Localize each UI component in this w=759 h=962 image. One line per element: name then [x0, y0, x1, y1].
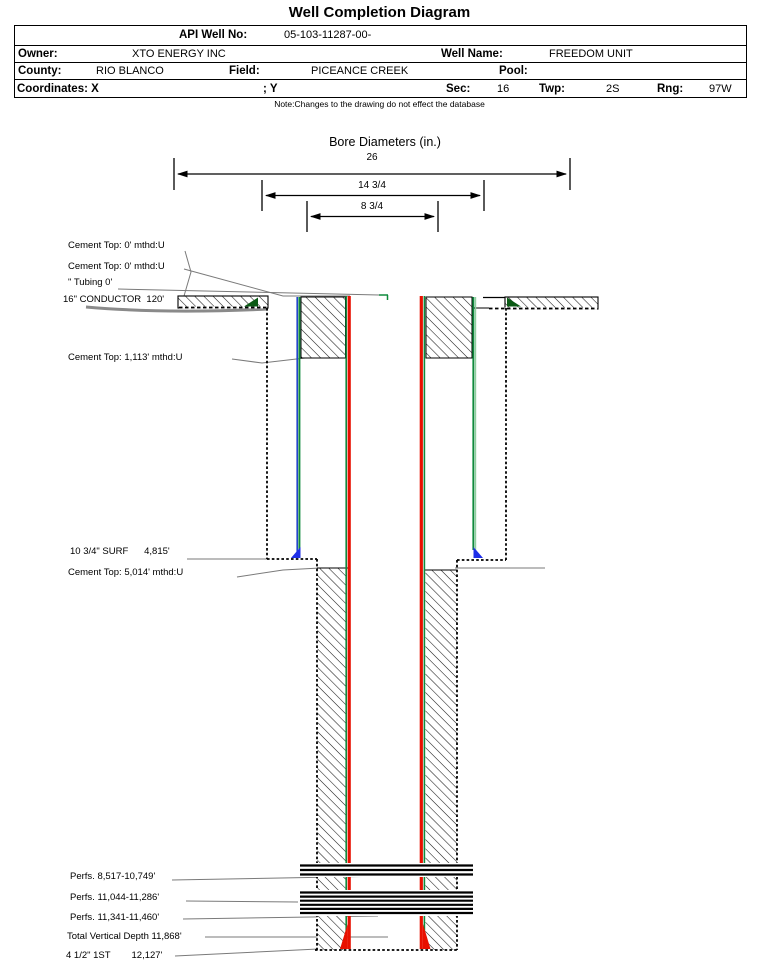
cement-top-0-label-1: Cement Top: 0' mthd:U	[68, 240, 165, 251]
api-label: API Well No:	[179, 29, 248, 41]
conductor-shoe-left	[244, 298, 258, 307]
rng-label: Rng:	[657, 83, 684, 95]
y-coordinate-label: ; Y	[263, 83, 278, 95]
page-title: Well Completion Diagram	[288, 4, 471, 21]
lower-cement-column-left	[317, 568, 348, 950]
field-value: PICEANCE CREEK	[311, 65, 409, 77]
perfs-3-label: Perfs. 11,341-11,460'	[70, 912, 160, 923]
cement-top-1113-label: Cement Top: 1,113' mthd:U	[68, 352, 183, 363]
upper-cement-column-left	[301, 297, 346, 358]
header-row-coordinates	[15, 79, 746, 98]
dim-label-14-34: 14 3/4	[358, 180, 386, 191]
production-casing-label: 4 1/2" 1ST 12,127'	[66, 950, 163, 961]
perforation-band-2	[300, 890, 473, 916]
cement-top-0-label-2: Cement Top: 0' mthd:U	[68, 261, 165, 272]
conductor-flange-right	[473, 297, 598, 309]
cement-top-5014-label: Cement Top: 5,014' mthd:U	[68, 567, 184, 578]
dim-label-26: 26	[366, 152, 378, 163]
sec-label: Sec:	[446, 83, 471, 95]
header-row-api	[15, 26, 746, 45]
owner-label: Owner:	[18, 48, 58, 60]
well-name-value: FREEDOM UNIT	[549, 48, 633, 60]
perfs-2-label: Perfs. 11,044-11,286'	[70, 892, 160, 903]
perfs-1-label: Perfs. 8,517-10,749'	[70, 871, 156, 882]
bore-diameter-dimensions	[174, 158, 570, 232]
pool-label: Pool:	[499, 65, 528, 77]
county-label: County:	[18, 65, 62, 77]
field-label: Field:	[229, 65, 260, 77]
dim-label-8-34: 8 3/4	[360, 201, 384, 212]
surface-casing	[291, 297, 483, 558]
header-row-county	[15, 62, 746, 80]
api-value: 05-103-11287-00-	[284, 29, 372, 41]
header-row-owner	[15, 45, 746, 63]
database-note: Note:Changes to the drawing do not effect the database	[274, 99, 485, 109]
coordinates-label: Coordinates: X	[17, 83, 99, 95]
county-value: RIO BLANCO	[96, 65, 164, 77]
surface-casing-label: 10 3/4" SURF 4,815'	[70, 546, 170, 557]
well-header-table	[14, 25, 747, 98]
conductor-shoe-right	[507, 298, 521, 307]
tvd-label: Total Vertical Depth 11,868'	[67, 931, 182, 942]
perforation-band-1	[300, 863, 473, 877]
twp-label: Twp:	[539, 83, 565, 95]
surface-casing-shoe-right	[474, 547, 484, 558]
tubing-marker	[379, 295, 388, 300]
rng-value: 97W	[709, 83, 732, 95]
production-casing-shoe-left	[340, 924, 348, 949]
conductor-label: 16" CONDUCTOR 120'	[63, 294, 165, 305]
well-name-label: Well Name:	[441, 48, 503, 60]
sec-value: 16	[497, 83, 510, 95]
bore-diameters-title: Bore Diameters (in.)	[329, 135, 441, 149]
lower-cement-column-right	[425, 570, 457, 950]
production-casing	[340, 296, 431, 949]
upper-cement-column-right	[426, 297, 472, 358]
tubing-label: " Tubing 0'	[68, 277, 113, 288]
twp-value: 2S	[606, 83, 620, 95]
production-casing-shoe-right	[423, 924, 431, 949]
borehole-walls	[267, 308, 506, 950]
surface-casing-shoe-left	[291, 547, 301, 558]
owner-value: XTO ENERGY INC	[132, 48, 226, 60]
